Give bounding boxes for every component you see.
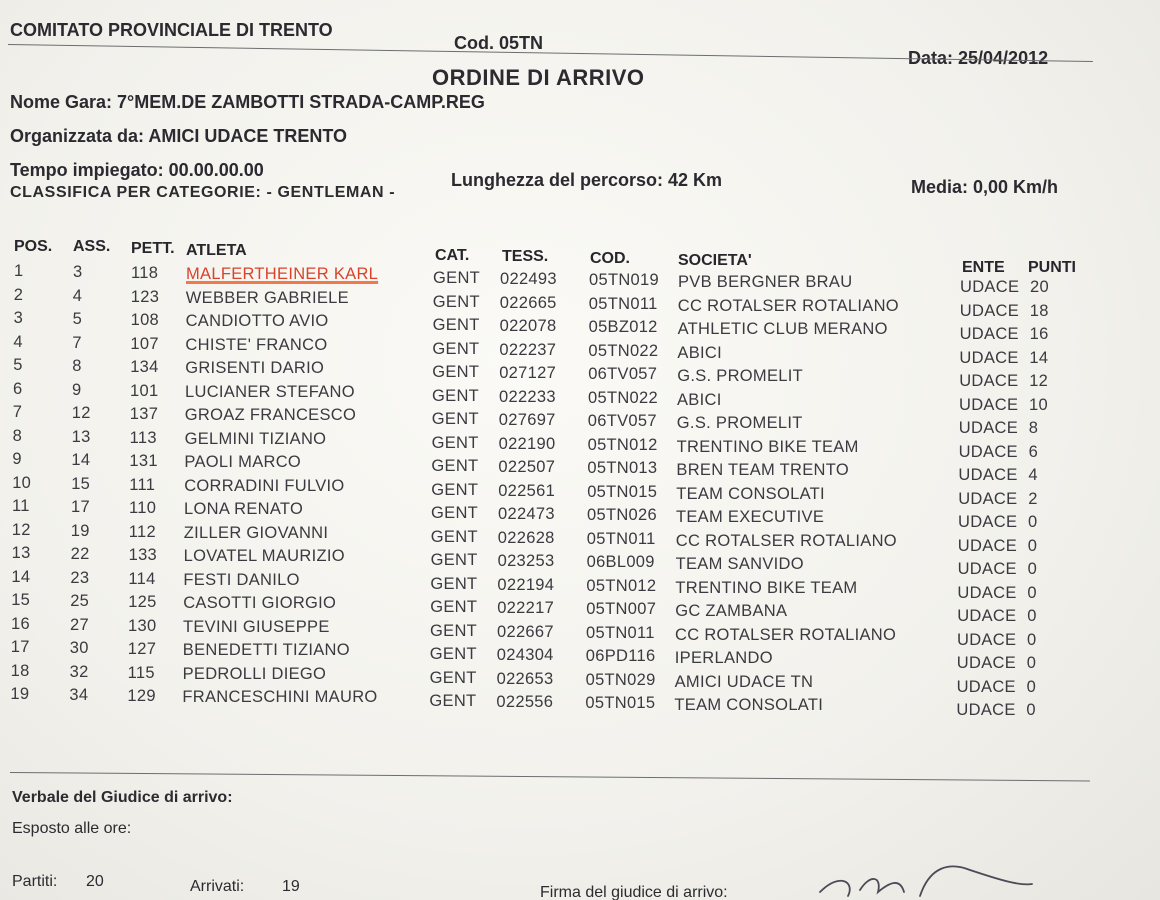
started-label: Partiti: — [12, 873, 58, 890]
cell-punti: 10 — [1029, 395, 1048, 414]
cell-cat: GENT — [430, 621, 478, 640]
cell-ente: UDACE — [959, 325, 1019, 343]
exposed-at-label: Esposto alle ore: — [12, 820, 132, 837]
cell-ente: UDACE — [959, 372, 1019, 390]
cell-atleta: CANDIOTTO AVIO — [185, 312, 329, 330]
cell-ass: 13 — [71, 427, 91, 446]
cell-cat: GENT — [430, 598, 478, 616]
cell-pos: 6 — [13, 379, 23, 398]
cell-ass: 3 — [73, 263, 83, 281]
cell-tess: 022665 — [499, 293, 557, 312]
cell-pos: 8 — [12, 426, 23, 445]
cell-atleta: BENEDETTI TIZIANO — [182, 641, 350, 659]
cell-ente: UDACE — [957, 536, 1018, 555]
cell-punti: 0 — [1027, 630, 1037, 649]
cell-cat: GENT — [431, 410, 479, 428]
cell-societa: TEAM EXECUTIVE — [676, 508, 825, 526]
cell-ente: UDACE — [958, 489, 1018, 508]
cell-cat: GENT — [432, 386, 480, 405]
col-punti: PUNTI — [1028, 259, 1076, 276]
cell-ass: 8 — [72, 357, 82, 375]
cell-punti: 2 — [1028, 489, 1038, 508]
cell-cat: GENT — [432, 363, 480, 381]
signature-label: Firma del giudice di arrivo: — [540, 884, 728, 900]
cell-tess: 022233 — [499, 387, 556, 406]
cell-societa: AMICI UDACE TN — [674, 672, 814, 691]
cell-societa: G.S. PROMELIT — [677, 367, 804, 385]
cell-ass: 22 — [70, 545, 90, 563]
cell-pos: 10 — [12, 473, 32, 492]
cell-cod: 05TN019 — [589, 271, 659, 289]
cell-ente: UDACE — [958, 442, 1018, 461]
cell-societa: TRENTINO BIKE TEAM — [676, 437, 859, 456]
cell-tess: 022507 — [498, 458, 556, 476]
cell-cod: 06BL009 — [586, 553, 655, 571]
cell-cod: 05TN013 — [587, 459, 658, 477]
cell-cat: GENT — [430, 551, 478, 569]
cell-atleta: CASOTTI GIORGIO — [183, 594, 337, 612]
cell-punti: 4 — [1028, 466, 1038, 484]
cell-punti: 0 — [1027, 583, 1037, 602]
cell-atleta: CHISTE' FRANCO — [185, 335, 328, 354]
cell-pos: 12 — [11, 520, 31, 539]
cell-ass: 14 — [71, 451, 91, 469]
cell-tess: 022561 — [498, 481, 556, 500]
cell-ente: UDACE — [958, 419, 1019, 437]
started-value: 20 — [86, 873, 104, 890]
cell-cod: 05TN011 — [586, 623, 655, 642]
cell-pett: 118 — [131, 264, 159, 282]
cell-pett: 125 — [128, 593, 157, 611]
cell-tess: 027697 — [498, 411, 556, 429]
cell-ente: UDACE — [959, 301, 1020, 320]
cell-cod: 05TN007 — [586, 600, 657, 618]
cell-pett: 113 — [129, 428, 157, 447]
cell-pos: 19 — [10, 685, 30, 703]
cell-atleta: GRISENTI DARIO — [185, 359, 325, 377]
cell-cat: GENT — [432, 316, 480, 334]
cell-punti: 18 — [1029, 301, 1049, 320]
cell-pos: 3 — [13, 309, 24, 327]
cell-ass: 27 — [70, 615, 89, 634]
page-title: ORDINE DI ARRIVO — [432, 65, 645, 90]
cell-societa: TEAM SANVIDO — [675, 555, 804, 573]
cell-tess: 022078 — [499, 317, 557, 335]
cell-cat: GENT — [430, 574, 478, 593]
cell-ass: 34 — [69, 686, 89, 704]
cell-cod: 05TN015 — [587, 482, 658, 501]
cell-cat: GENT — [432, 339, 480, 358]
cell-tess: 022237 — [499, 340, 557, 359]
cell-punti: 20 — [1030, 278, 1049, 296]
cell-cat: GENT — [431, 480, 479, 499]
committee-code: Cod. 05TN — [454, 33, 544, 53]
cell-cod: 05TN011 — [586, 529, 656, 548]
cell-tess: 022556 — [496, 693, 554, 711]
col-ente: ENTE — [962, 259, 1005, 276]
cell-ente: UDACE — [957, 630, 1017, 649]
cell-tess: 022217 — [497, 599, 555, 617]
cell-tess: 027127 — [499, 364, 557, 382]
cell-cod: 06TV057 — [588, 365, 658, 383]
cell-punti: 0 — [1027, 560, 1038, 578]
cell-pos: 4 — [13, 332, 23, 351]
footer-rule — [10, 772, 1090, 781]
cell-tess: 023253 — [497, 552, 555, 570]
cell-tess: 024304 — [496, 646, 554, 664]
cell-pett: 112 — [128, 522, 157, 541]
cell-pett: 131 — [129, 452, 158, 470]
cell-ente: UDACE — [957, 607, 1017, 625]
cell-tess: 022194 — [497, 575, 555, 594]
cell-punti: 0 — [1026, 677, 1037, 696]
cell-cat: GENT — [431, 504, 479, 522]
cell-pett: 133 — [128, 546, 158, 564]
cell-tess: 022667 — [497, 622, 554, 641]
cell-ente: UDACE — [959, 395, 1019, 414]
cell-pos: 13 — [11, 544, 31, 562]
cell-cat: GENT — [432, 292, 480, 311]
cell-punti: 12 — [1029, 372, 1049, 390]
judge-report-label: Verbale del Giudice di arrivo: — [12, 789, 233, 806]
col-atleta: ATLETA — [186, 242, 247, 259]
cell-ass: 32 — [69, 662, 89, 681]
cell-societa: GC ZAMBANA — [675, 602, 788, 620]
cell-ente: UDACE — [958, 513, 1018, 531]
col-ass: ASS. — [73, 238, 111, 255]
col-cat: CAT. — [435, 247, 470, 264]
cell-atleta: LUCIANER STEFANO — [185, 382, 355, 401]
cell-atleta: MALFERTHEINER KARL — [186, 265, 379, 283]
cell-ass: 23 — [70, 568, 90, 587]
cell-atleta: FESTI DANILO — [183, 570, 300, 589]
cell-cod: 05TN011 — [588, 294, 658, 313]
cell-ente: UDACE — [960, 278, 1020, 296]
cell-pos: 11 — [12, 497, 30, 515]
cell-atleta: LOVATEL MAURIZIO — [183, 547, 345, 565]
cell-pos: 15 — [11, 591, 31, 609]
cell-tess: 022628 — [497, 528, 555, 547]
cell-atleta: GROAZ FRANCESCO — [184, 406, 357, 424]
cell-cat: GENT — [429, 645, 477, 663]
col-pos: POS. — [14, 238, 53, 255]
cell-cod: 05TN015 — [585, 694, 656, 712]
cell-punti: 0 — [1028, 513, 1038, 531]
cell-ente: UDACE — [957, 560, 1017, 578]
cell-pos: 9 — [12, 450, 22, 468]
committee-name: COMITATO PROVINCIALE DI TRENTO — [10, 20, 333, 40]
cell-atleta: GELMINI TIZIANO — [184, 429, 327, 448]
cell-atleta: CORRADINI FULVIO — [184, 476, 345, 495]
cell-societa: BREN TEAM TRENTO — [676, 461, 849, 479]
cell-punti: 6 — [1028, 442, 1039, 461]
cell-societa: ATHLETIC CLUB MERANO — [677, 320, 888, 338]
col-tess: TESS. — [502, 248, 549, 265]
cell-pett: 107 — [130, 334, 159, 353]
cell-punti: 0 — [1027, 607, 1037, 625]
cell-ass: 25 — [70, 592, 90, 610]
col-cod: COD. — [590, 250, 630, 267]
cell-cat: GENT — [431, 457, 479, 475]
cell-ass: 5 — [72, 310, 83, 328]
cell-pett: 115 — [127, 663, 155, 682]
cell-pos: 17 — [10, 638, 30, 656]
cell-cod: 05TN022 — [588, 388, 658, 407]
cell-ass: 12 — [71, 404, 91, 422]
arrived-value: 19 — [282, 878, 300, 895]
cell-punti: 0 — [1027, 536, 1038, 555]
cell-societa: CC ROTALSER ROTALIANO — [677, 296, 899, 315]
cell-pos: 18 — [10, 661, 30, 680]
cell-pos: 1 — [14, 262, 24, 280]
col-societa: SOCIETA' — [678, 252, 752, 269]
cell-cat: GENT — [429, 668, 477, 687]
cell-ass: 4 — [72, 286, 83, 305]
cell-ente: UDACE — [956, 677, 1016, 696]
cell-punti: 8 — [1028, 419, 1039, 437]
course-length: Lunghezza del percorso: 42 Km — [451, 170, 723, 190]
cell-cod: 05TN022 — [588, 341, 659, 360]
cell-pett: 129 — [127, 687, 156, 705]
cell-tess: 022653 — [496, 669, 554, 688]
cell-ente: UDACE — [956, 701, 1016, 719]
cell-pett: 137 — [129, 405, 159, 423]
cell-pett: 110 — [129, 499, 157, 517]
cell-ass: 17 — [71, 498, 90, 516]
cell-cat: GENT — [430, 527, 478, 546]
cell-atleta: PAOLI MARCO — [184, 453, 302, 471]
cell-cat: GENT — [433, 269, 481, 287]
cell-ass: 15 — [71, 474, 91, 493]
cell-pett: 134 — [130, 358, 159, 376]
cell-pos: 7 — [12, 403, 23, 421]
cell-pett: 111 — [129, 475, 156, 494]
cell-cod: 05TN012 — [586, 576, 657, 595]
cell-societa: G.S. PROMELIT — [676, 414, 803, 432]
judge-signature — [800, 852, 1040, 900]
cell-atleta: WEBBER GABRIELE — [185, 288, 349, 307]
cell-pett: 108 — [130, 311, 160, 329]
cell-cod: 06PD116 — [585, 647, 656, 665]
classification: CLASSIFICA PER CATEGORIE: - GENTLEMAN - — [10, 184, 396, 201]
cell-ass: 30 — [69, 639, 89, 657]
cell-societa: ABICI — [677, 343, 722, 362]
cell-tess: 022190 — [498, 434, 556, 453]
cell-pett: 127 — [127, 640, 157, 658]
cell-ass: 7 — [72, 333, 82, 352]
cell-cod: 06TV057 — [587, 412, 657, 430]
cell-ente: UDACE — [956, 654, 1017, 672]
document-date: Data: 25/04/2012 — [908, 48, 1049, 68]
cell-punti: 14 — [1029, 348, 1049, 367]
cell-punti: 16 — [1029, 325, 1049, 343]
cell-tess: 022493 — [500, 270, 557, 288]
cell-cat: GENT — [429, 692, 477, 710]
cell-ass: 9 — [72, 380, 82, 399]
cell-cod: 05BZ012 — [588, 318, 658, 336]
cell-pett: 130 — [128, 616, 157, 635]
cell-tess: 022473 — [498, 505, 555, 523]
cell-pett: 101 — [130, 381, 159, 400]
cell-pos: 16 — [11, 614, 30, 633]
cell-pett: 114 — [128, 569, 156, 588]
cell-pos: 14 — [11, 567, 31, 586]
cell-atleta: TEVINI GIUSEPPE — [183, 617, 330, 636]
race-name: Nome Gara: 7°MEM.DE ZAMBOTTI STRADA-CAMP.REG — [10, 92, 485, 112]
cell-atleta: LONA RENATO — [184, 500, 304, 518]
time-used: Tempo impiegato: 00.00.00.00 — [10, 160, 264, 180]
cell-ente: UDACE — [958, 466, 1018, 484]
cell-ente: UDACE — [957, 583, 1017, 602]
cell-societa: PVB BERGNER BRAU — [678, 273, 853, 291]
cell-punti: 0 — [1026, 654, 1037, 672]
col-pett: PETT. — [131, 240, 175, 257]
cell-societa: ABICI — [677, 390, 722, 409]
cell-cat: GENT — [431, 433, 479, 452]
cell-societa: TEAM CONSOLATI — [676, 484, 825, 503]
cell-pett: 123 — [130, 287, 160, 306]
cell-societa: CC ROTALSER ROTALIANO — [675, 625, 897, 644]
cell-ass: 19 — [70, 521, 90, 540]
cell-societa: CC ROTALSER ROTALIANO — [675, 531, 897, 550]
cell-cod: 05TN012 — [587, 435, 658, 454]
cell-punti: 0 — [1026, 701, 1036, 719]
average-speed: Media: 0,00 Km/h — [911, 177, 1059, 197]
cell-atleta: FRANCESCHINI MAURO — [182, 688, 378, 706]
cell-pos: 2 — [13, 285, 24, 304]
cell-cod: 05TN026 — [587, 506, 657, 524]
cell-societa: TRENTINO BIKE TEAM — [675, 578, 858, 597]
arrived-label: Arrivati: — [190, 878, 245, 895]
cell-societa: IPERLANDO — [674, 649, 773, 667]
organizer: Organizzata da: AMICI UDACE TRENTO — [10, 126, 348, 146]
cell-atleta: PEDROLLI DIEGO — [182, 664, 327, 683]
cell-ente: UDACE — [959, 348, 1019, 367]
cell-atleta: ZILLER GIOVANNI — [183, 523, 329, 542]
cell-societa: TEAM CONSOLATI — [674, 696, 824, 714]
cell-pos: 5 — [13, 356, 23, 374]
cell-cod: 05TN029 — [585, 670, 656, 689]
